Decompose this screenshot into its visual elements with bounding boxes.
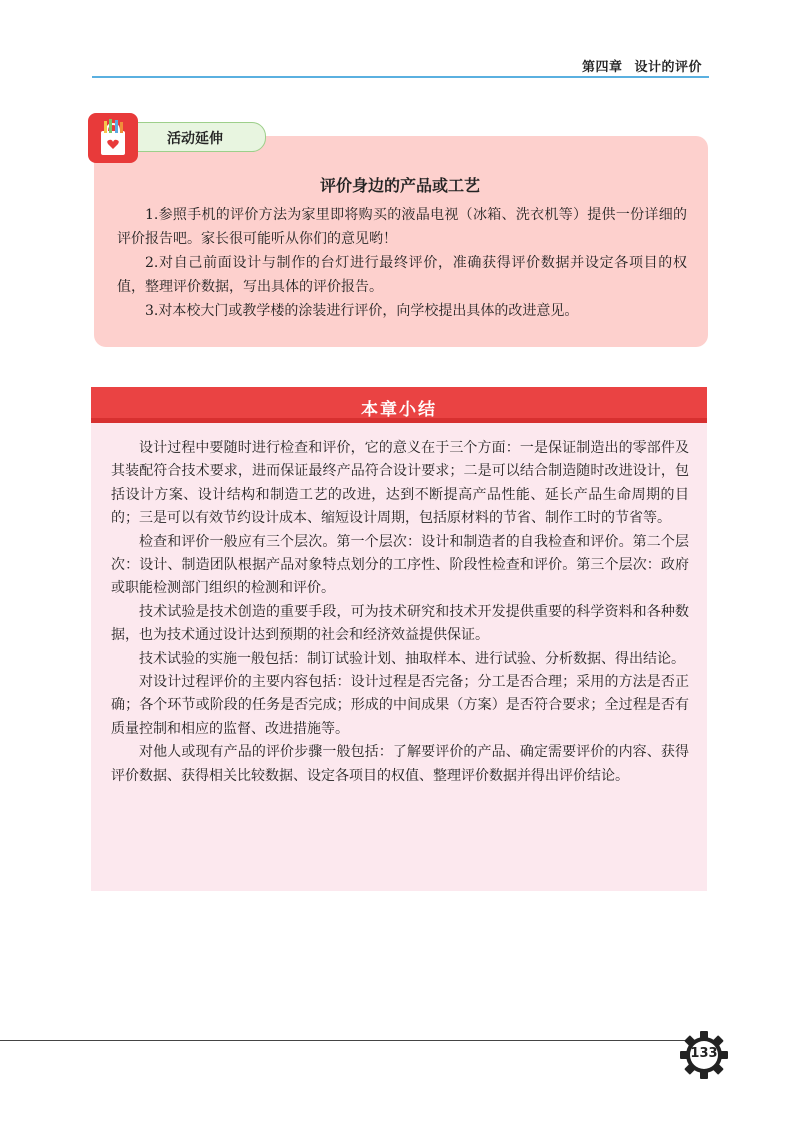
chapter-title: 设计的评价 xyxy=(634,60,703,75)
summary-paragraph: 技术试验是技术创造的重要手段，可为技术研究和技术开发提供重要的科学资料和各种数据，也为技术通过设计达到预期的社会和经济效益提供保证。 xyxy=(111,603,689,644)
page-number: 133 xyxy=(690,1046,718,1061)
shopping-bag-icon xyxy=(88,113,138,163)
activity-item: 2.对自己前面设计与制作的台灯进行最终评价，准确获得评价数据并设定各项目的权值，整理评价数据，写出具体的评价报告。 xyxy=(117,255,687,295)
summary-paragraph: 技术试验的实施一般包括：制订试验计划、抽取样本、进行试验、分析数据、得出结论。 xyxy=(139,650,685,667)
summary-paragraph: 检查和评价一般应有三个层次。第一个层次：设计和制造者的自我检查和评价。第二个层次：设计、制造团队根据产品对象特点划分的工序性、阶段性检查和评价。第三个层次：政府或职能检测部门组织的检测和评价。 xyxy=(111,533,689,597)
activity-item: 3.对本校大门或教学楼的涂装进行评价，向学校提出具体的改进意见。 xyxy=(145,303,579,319)
summary-banner xyxy=(91,387,707,423)
footer-divider xyxy=(0,1040,694,1041)
summary-text xyxy=(111,437,689,788)
header-divider xyxy=(92,76,709,78)
summary-paragraph: 设计过程中要随时进行检查和评价，它的意义在于三个方面：一是保证制造出的零部件及其装配符合技术要求，进而保证最终产品符合设计要求；二是可以结合制造随时改进设计，包括设计方案、设计结构和制造工艺的改进，达到不断提高产品性能、延长产品生命周期的目的；三是可以有效节约设计成本、缩短设计周期，包括原材料的节省、制作工时的节省等。 xyxy=(111,440,689,527)
chapter-number: 第四章 xyxy=(582,60,623,75)
activity-tab xyxy=(128,122,266,152)
activity-heading: 评价身边的产品或工艺 xyxy=(319,176,480,195)
activity-list xyxy=(117,203,687,323)
chapter-header xyxy=(582,56,702,75)
summary-title: 本章小结 xyxy=(361,400,437,420)
activity-tab-label: 活动延伸 xyxy=(167,131,223,147)
activity-item: 1.参照手机的评价方法为家里即将购买的液晶电视（冰箱、洗衣机等）提供一份详细的评价报告吧。家长很可能听从你们的意见哟！ xyxy=(117,207,687,247)
summary-paragraph: 对设计过程评价的主要内容包括：设计过程是否完备；分工是否合理；采用的方法是否正确；各个环节或阶段的任务是否完成；形成的中间成果（方案）是否符合要求；全过程是否有质量控制和相应的监督、改进措施等。 xyxy=(111,674,689,737)
summary-paragraph: 对他人或现有产品的评价步骤一般包括：了解要评价的产品、确定需要评价的内容、获得评价数据、获得相关比较数据、设定各项目的权值、整理评价数据并得出评价结论。 xyxy=(111,744,689,784)
